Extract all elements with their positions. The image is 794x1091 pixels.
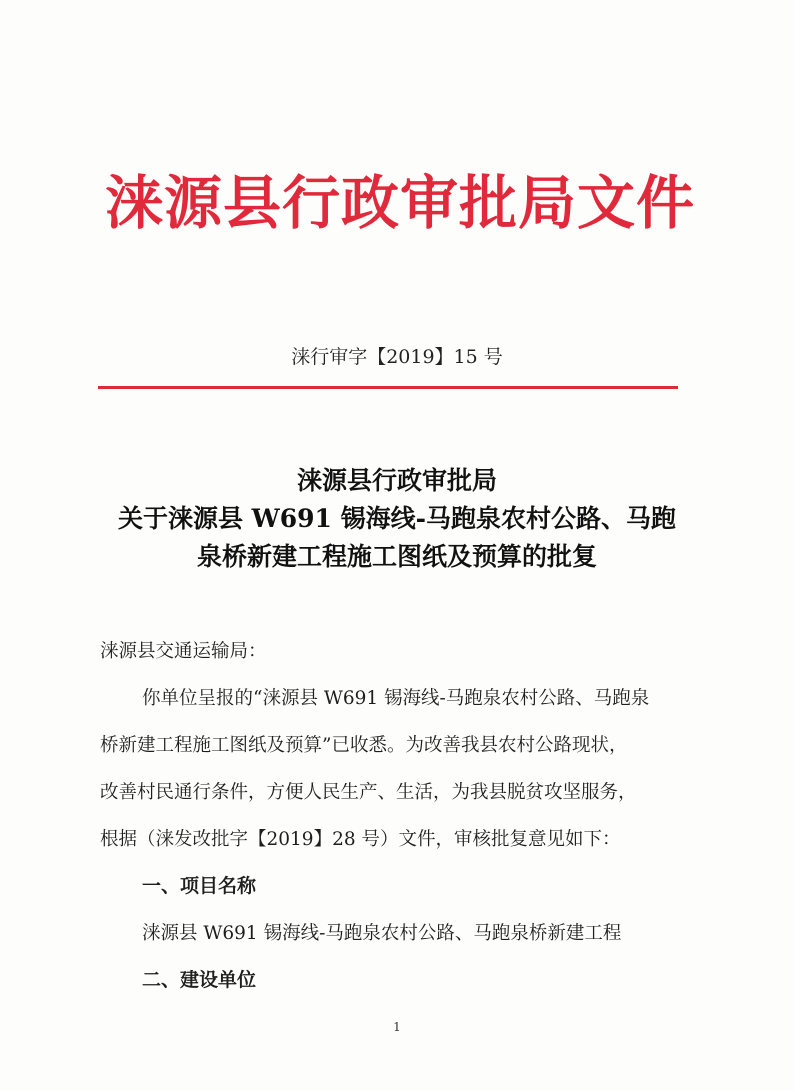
red-divider-line (98, 386, 678, 389)
subject-line-2: 关于涞源县 W691 锡海线-马跑泉农村公路、马跑 (117, 504, 677, 533)
subject-line-3: 泉桥新建工程施工图纸及预算的批复 (196, 542, 597, 571)
paragraph-line-1: 你单位呈报的“涞源县 W691 锡海线-马跑泉农村公路、马跑泉 (142, 688, 650, 709)
paragraph-line-4: 根据（涞发改批字【2019】28 号）文件，审核批复意见如下： (100, 829, 621, 850)
document-body (100, 628, 694, 1004)
subject-line-issuer: 涞源县行政审批局 (296, 466, 497, 495)
document-subject (90, 462, 704, 576)
page-number: 1 (393, 1020, 401, 1034)
paragraph-line-3: 改善村民通行条件，方便人民生产、生活，为我县脱贫攻坚服务， (100, 782, 637, 803)
section-heading-construction-unit: 二、建设单位 (142, 969, 257, 991)
red-header-title: 涞源县行政审批局文件 (104, 169, 695, 237)
addressee: 涞源县交通运输局： (100, 641, 267, 662)
document-number: 涞行审字【2019】15 号 (291, 346, 503, 368)
section-heading-project-name: 一、项目名称 (142, 875, 257, 897)
section-text-project-name: 涞源县 W691 锡海线-马跑泉农村公路、马跑泉桥新建工程 (142, 923, 622, 944)
paragraph-line-2: 桥新建工程施工图纸及预算”已收悉。为改善我县农村公路现状， (100, 735, 628, 756)
